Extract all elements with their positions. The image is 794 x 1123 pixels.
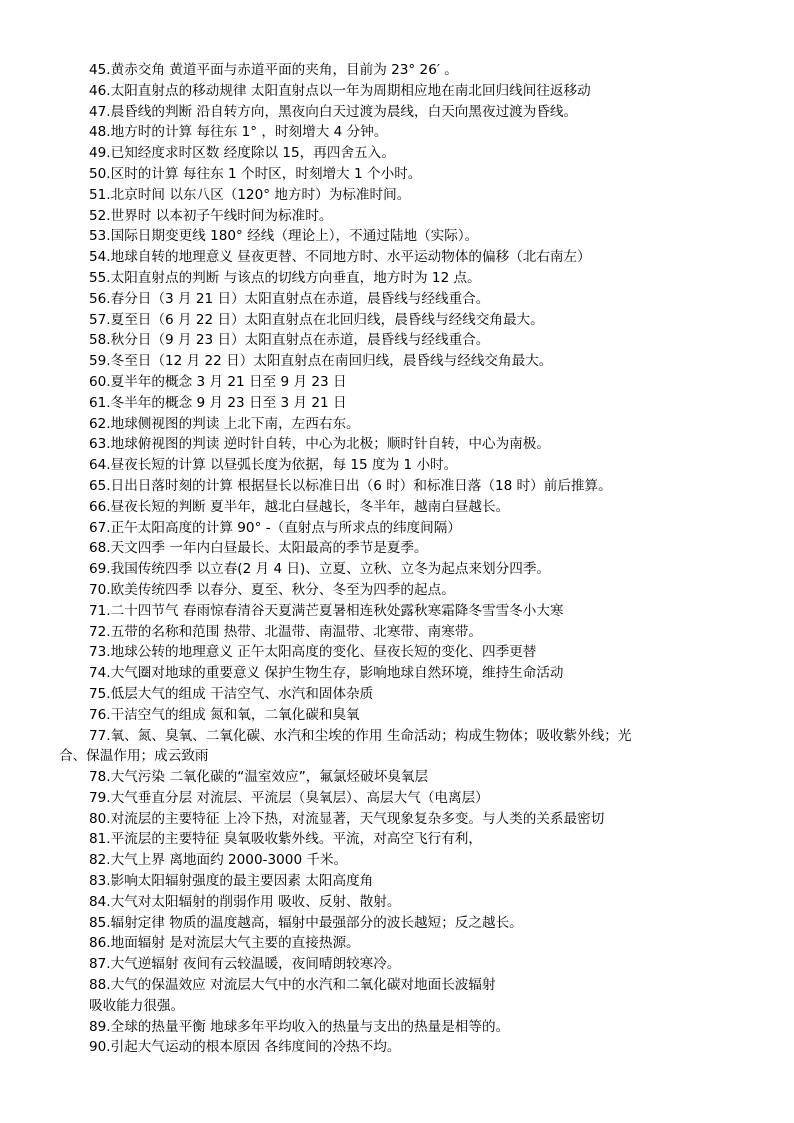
text-line-continuation: 合、保温作用；成云致雨: [59, 748, 209, 765]
text-line: 51.北京时间 以东八区（120° 地方时）为标准时间。: [89, 186, 411, 203]
text-line: 63.地球俯视图的判读 逆时针自转，中心为北极；顺时针自转，中心为南极。: [89, 436, 550, 453]
text-line: 80.对流层的主要特征 上冷下热，对流显著，天气现象复杂多变。与人类的关系最密切: [89, 810, 605, 827]
text-line: 52.世界时 以本初子午线时间为标准时。: [89, 207, 333, 224]
text-line: 75.低层大气的组成 干洁空气、水汽和固体杂质: [89, 685, 374, 702]
text-line: 88.大气的保温效应 对流层大气中的水汽和二氧化碳对地面长波辐射: [89, 977, 496, 994]
text-body: [59, 60, 749, 1058]
text-line: 55.太阳直射点的判断 与该点的切线方向垂直，地方时为 12 点。: [89, 269, 481, 286]
text-line: 60.夏半年的概念 3 月 21 日至 9 月 23 日: [89, 373, 347, 390]
text-line: 87.大气逆辐射 夜间有云较温暖，夜间晴朗较寒冷。: [89, 956, 401, 973]
text-line: 84.大气对太阳辐射的削弱作用 吸收、反射、散射。: [89, 893, 401, 910]
text-line: 69.我国传统四季 以立春(2 月 4 日)、立夏、立秋、立冬为起点来划分四季。: [89, 561, 551, 578]
text-line: 65.日出日落时刻的计算 根据昼长以标准日出（6 时）和标准日落（18 时）前后推算。: [89, 477, 612, 494]
text-line: 70.欧美传统四季 以春分、夏至、秋分、冬至为四季的起点。: [89, 581, 455, 598]
text-line: 90.引起大气运动的根本原因 各纬度间的冷热不均。: [89, 1039, 401, 1056]
text-line: 78.大气污染 二氧化碳的“温室效应”，氟氯烃破坏臭氧层: [89, 769, 429, 786]
text-line: 47.晨昏线的判断 沿自转方向，黑夜向白天过渡为晨线，白天向黑夜过渡为昏线。: [89, 103, 578, 120]
text-line: 64.昼夜长短的计算 以昼弧长度为依据，每 15 度为 1 小时。: [89, 457, 458, 474]
text-line: 72.五带的名称和范围 热带、北温带、南温带、北寒带、南寒带。: [89, 623, 482, 640]
text-line: 85.辐射定律 物质的温度越高，辐射中最强部分的波长越短；反之越长。: [89, 914, 523, 931]
text-line: 56.春分日（3 月 21 日）太阳直射点在赤道，晨昏线与经线重合。: [89, 290, 490, 307]
text-line: 50.区时的计算 每往东 1 个时区，时刻增大 1 个小时。: [89, 165, 422, 182]
text-line: 67.正午太阳高度的计算 90° -（直射点与所求点的纬度间隔）: [89, 519, 461, 536]
text-line: 49.已知经度求时区数 经度除以 15，再四舍五入。: [89, 145, 395, 162]
text-line: 53.国际日期变更线 180° 经线（理论上），不通过陆地（实际）。: [89, 228, 479, 245]
text-line: 89.全球的热量平衡 地球多年平均收入的热量与支出的热量是相等的。: [89, 1018, 510, 1035]
text-line: 48.地方时的计算 每往东 1° ，时刻增大 4 分钟。: [89, 124, 388, 141]
text-line: 71.二十四节气 春雨惊春清谷天夏满芒夏暑相连秋处露秋寒霜降冬雪雪冬小大寒: [89, 602, 564, 619]
text-line: 45.黄赤交角 黄道平面与赤道平面的夹角，目前为 23° 26′ 。: [89, 62, 458, 78]
text-line: 58.秋分日（9 月 23 日）太阳直射点在赤道，晨昏线与经线重合。: [89, 332, 490, 349]
text-line: 86.地面辐射 是对流层大气主要的直接热源。: [89, 935, 360, 952]
text-line: 74.大气圈对地球的重要意义 保护生物生存，影响地球自然环境，维持生命活动: [89, 665, 564, 682]
text-line: 76.干洁空气的组成 氮和氧，二氧化碳和臭氧: [89, 706, 360, 723]
text-line: 83.影响太阳辐射强度的最主要因素 太阳高度角: [89, 873, 374, 890]
text-line: 81.平流层的主要特征 臭氧吸收紫外线。平流，对高空飞行有利，: [89, 831, 482, 848]
text-line: 54.地球自转的地理意义 昼夜更替、不同地方时、水平运动物体的偏移（北右南左）: [89, 249, 591, 266]
text-line: 59.冬至日（12 月 22 日）太阳直射点在南回归线，晨昏线与经线交角最大。: [89, 353, 553, 370]
text-line: 46.太阳直射点的移动规律 太阳直射点以一年为周期相应地在南北回归线间往返移动: [89, 82, 591, 99]
text-line: 79.大气垂直分层 对流层、平流层（臭氧层）、高层大气（电离层）: [89, 789, 489, 806]
text-line: 77.氧、氮、臭氧、二氧化碳、水汽和尘埃的作用 生命活动；构成生物体；吸收紫外线；光: [89, 727, 632, 744]
text-line: 66.昼夜长短的判断 夏半年，越北白昼越长，冬半年，越南白昼越长。: [89, 498, 510, 515]
text-line: 62.地球侧视图的判读 上北下南，左西右东。: [89, 415, 360, 432]
text-line: 57.夏至日（6 月 22 日）太阳直射点在北回归线，晨昏线与经线交角最大。: [89, 311, 544, 328]
text-line: 73.地球公转的地理意义 正午太阳高度的变化、昼夜长短的变化、四季更替: [89, 644, 537, 661]
text-line: 61.冬半年的概念 9 月 23 日至 3 月 21 日: [89, 394, 347, 411]
text-line: 68.天文四季 一年内白昼最长、太阳最高的季节是夏季。: [89, 540, 428, 557]
text-line-continuation: 吸收能力很强。: [89, 997, 185, 1014]
text-line: 82.大气上界 离地面约 2000-3000 千米。: [89, 852, 348, 869]
